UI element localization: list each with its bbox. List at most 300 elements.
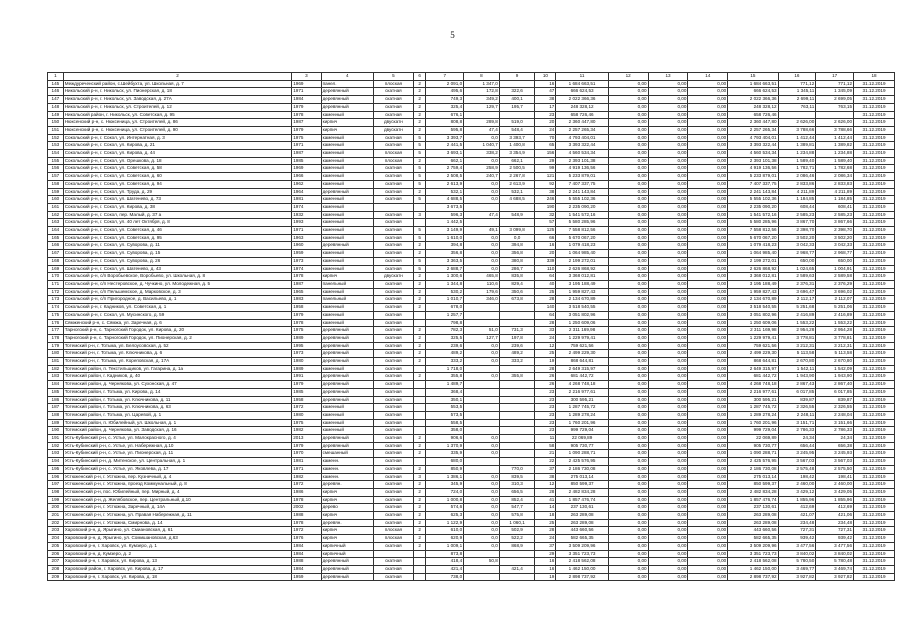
table-cell: 0,00 xyxy=(648,257,688,265)
table-cell: 0,00 xyxy=(608,134,648,142)
table-cell: 209 xyxy=(48,573,64,581)
table-cell: 0,00 xyxy=(648,111,688,119)
table-cell: скатная xyxy=(373,296,413,304)
table-cell: скатная xyxy=(373,142,413,150)
table-cell: скатная xyxy=(373,573,413,581)
table-cell: 2 xyxy=(413,535,426,543)
table-cell: 22 xyxy=(535,458,556,466)
table-cell: 1 229 979,41 xyxy=(728,334,778,342)
table-cell: деревянный xyxy=(321,373,373,381)
table-cell: 0,00 xyxy=(648,558,688,566)
table-cell: 356,8 xyxy=(426,250,464,258)
table-cell: 7 558 812,56 xyxy=(728,227,778,235)
table-cell: 532,1 xyxy=(426,188,464,196)
table-cell: 4 919 136,56 xyxy=(728,165,778,173)
table-cell: 1982 xyxy=(292,473,321,481)
table-cell: 3 042,33 xyxy=(816,242,854,250)
table-cell: 759 621,56 xyxy=(728,342,778,350)
table-cell: 31.12.2019 xyxy=(854,157,895,165)
table-cell: 197 xyxy=(48,481,64,489)
table-cell: 0,00 xyxy=(688,358,728,366)
table-cell: 11 xyxy=(535,435,556,443)
table-cell: 0,00 xyxy=(648,250,688,258)
table-cell: 20 xyxy=(535,250,556,258)
table-cell: 31.12.2019 xyxy=(854,180,895,188)
table-cell: 0,00 xyxy=(688,150,728,158)
table-cell: 2 xyxy=(413,527,426,535)
table-cell: 4 xyxy=(321,73,373,81)
table-cell xyxy=(499,404,535,412)
table-cell: 28 xyxy=(535,296,556,304)
table-cell: 2 416,89 xyxy=(816,311,854,319)
table-row xyxy=(48,481,895,489)
table-cell: 2 235 090,20 xyxy=(556,203,608,211)
table-cell: 0,00 xyxy=(688,342,728,350)
table-cell: 0,00 xyxy=(648,334,688,342)
table-cell: 2 867,43 xyxy=(778,381,816,389)
table-cell: 0,0 xyxy=(464,188,500,196)
table-cell: 205 xyxy=(48,542,64,550)
table-cell: 31.12.2019 xyxy=(854,165,895,173)
table-cell: 23 xyxy=(535,388,556,396)
table-row xyxy=(48,334,895,342)
table-cell: 0,00 xyxy=(648,203,688,211)
table-row xyxy=(48,365,895,373)
table-cell: 198 xyxy=(48,488,64,496)
table-cell: 465,8 xyxy=(464,273,500,281)
table-cell: 31.12.2019 xyxy=(854,458,895,466)
table-cell: 1989 xyxy=(292,334,321,342)
table-cell: смешанный xyxy=(321,450,373,458)
table-cell: 3 502,20 xyxy=(816,234,854,242)
table-cell: 1964 xyxy=(292,188,321,196)
table-row xyxy=(48,242,895,250)
table-cell: 443 660,56 xyxy=(556,527,608,535)
table-cell: 0,00 xyxy=(688,280,728,288)
table-cell: 0,00 xyxy=(608,450,648,458)
table-cell: 127,7 xyxy=(464,334,500,342)
table-cell: 170 xyxy=(48,273,64,281)
table-cell: 839,87 xyxy=(778,396,816,404)
table-cell: Сокольский р-н, г. Сокол, ул. Мусинского, д. 59 xyxy=(63,311,292,319)
table-cell: 3 429,12 xyxy=(778,488,816,496)
table-cell: 286,7 xyxy=(499,265,535,273)
table-cell: 2 199 272,01 xyxy=(556,257,608,265)
table-cell: 31.12.2019 xyxy=(854,481,895,489)
table-cell: Сокольский р-н, с/п Нестеровское, д. Чучкино, ул. Молодежная, д. 5 xyxy=(63,280,292,288)
table-cell: 502,9 xyxy=(499,527,535,535)
table-cell: 350,1 xyxy=(426,396,464,404)
table-row xyxy=(48,203,895,211)
table-cell: 835,8 xyxy=(499,273,535,281)
table-cell: 2 xyxy=(413,342,426,350)
table-cell xyxy=(413,411,426,419)
table-cell: 31.12.2019 xyxy=(854,473,895,481)
table-cell: 3 509 209,96 xyxy=(556,542,608,550)
table-cell: 189 xyxy=(48,419,64,427)
table-cell: 2 xyxy=(413,519,426,527)
table-cell: скатная xyxy=(373,558,413,566)
table-cell: 1984 xyxy=(292,542,321,550)
table-cell: 0,00 xyxy=(648,88,688,96)
table-cell: 156 xyxy=(535,150,556,158)
table-cell: Харовский р-н, г. Харовск, ул. Кумзеро, д. 1 xyxy=(63,542,292,550)
table-cell: 1 462 150,00 xyxy=(728,566,778,574)
table-cell: 1 064 985,40 xyxy=(556,250,608,258)
table-cell: 156 xyxy=(48,165,64,173)
table-cell: деревянный xyxy=(321,327,373,335)
table-cell xyxy=(778,111,816,119)
table-cell: 70 xyxy=(535,134,556,142)
table-cell: 0,00 xyxy=(608,288,648,296)
table-cell: 2 xyxy=(413,296,426,304)
table-cell: 310,3 xyxy=(499,481,535,489)
table-cell: 0,00 xyxy=(688,419,728,427)
table-cell: 0,0 xyxy=(464,373,500,381)
table-cell: 0,00 xyxy=(608,311,648,319)
table-cell: каменный xyxy=(321,257,373,265)
table-cell xyxy=(413,404,426,412)
table-cell: 905 730,77 xyxy=(728,442,778,450)
table-cell: 0,0 xyxy=(464,342,500,350)
table-cell xyxy=(464,365,500,373)
table-cell: 1972 xyxy=(292,527,321,535)
table-cell: 680,0 xyxy=(426,458,464,466)
table-cell: 678,0 xyxy=(426,304,464,312)
table-cell: 31.12.2019 xyxy=(854,196,895,204)
table-cell: 0,00 xyxy=(608,566,648,574)
table-cell: каменный xyxy=(321,304,373,312)
table-cell: 2 670,80 xyxy=(778,358,816,366)
table-cell: скатная xyxy=(373,427,413,435)
table-cell: 0,00 xyxy=(648,419,688,427)
table-cell: 2 112,07 xyxy=(816,296,854,304)
table-cell: 300 595,21 xyxy=(556,396,608,404)
table-cell: деревянный xyxy=(321,381,373,389)
table-cell: 558,5 xyxy=(426,419,464,427)
table-cell: 0,00 xyxy=(688,142,728,150)
table-cell: 191 xyxy=(48,435,64,443)
table-cell: 0,00 xyxy=(608,96,648,104)
table-cell: 1 004,91 xyxy=(816,265,854,273)
table-cell: 852,4 xyxy=(499,496,535,504)
table-cell xyxy=(464,388,500,396)
table-cell: 0,00 xyxy=(688,203,728,211)
table-cell: 0,00 xyxy=(648,157,688,165)
table-cell: 1 386,1 xyxy=(426,473,464,481)
table-cell: 0,00 xyxy=(688,311,728,319)
table-cell: 0,00 xyxy=(688,442,728,450)
table-cell: Устюженский р-н, пос. Юбилейный, пер. Мирный, д. 4 xyxy=(63,488,292,496)
table-cell: 1 024,65 xyxy=(778,265,816,273)
table-cell: скатная xyxy=(373,411,413,419)
table-cell: двускатн xyxy=(373,126,413,134)
table-cell: 1 857 476,74 xyxy=(556,496,608,504)
table-cell: 1974 xyxy=(292,203,321,211)
table-cell: 0,00 xyxy=(688,427,728,435)
table-cell: 5 xyxy=(413,150,426,158)
table-cell: 4 560 534,34 xyxy=(556,150,608,158)
table-cell: скатная xyxy=(373,442,413,450)
table-cell: 1979 xyxy=(292,381,321,389)
table-cell: 2 xyxy=(413,126,426,134)
table-cell: 0,00 xyxy=(608,527,648,535)
table-cell: 31.12.2019 xyxy=(854,427,895,435)
table-cell: 1 857 476,74 xyxy=(728,496,778,504)
table-cell: 248 328,12 xyxy=(556,103,608,111)
table-cell: скатная xyxy=(373,381,413,389)
table-cell: 186 xyxy=(48,396,64,404)
table-cell: 1 610,0 xyxy=(426,234,464,242)
table-row xyxy=(48,319,895,327)
table-cell: 0,00 xyxy=(608,419,648,427)
table-cell: 808,8 xyxy=(426,119,464,127)
table-cell: 0,00 xyxy=(608,550,648,558)
table-cell: скатная xyxy=(373,396,413,404)
table-cell: 727,31 xyxy=(816,527,854,535)
table-cell: скатная xyxy=(373,504,413,512)
table-cell: каменный xyxy=(321,319,373,327)
table-cell: 2 241 143,84 xyxy=(556,188,608,196)
table-cell: 0,00 xyxy=(688,103,728,111)
table-cell: 182 xyxy=(48,365,64,373)
table-cell: деревянный xyxy=(321,96,373,104)
table-cell: 5 555 102,36 xyxy=(556,196,608,204)
table-cell: деревянный xyxy=(321,103,373,111)
table-cell: 658 726,46 xyxy=(556,111,608,119)
table-cell: 3 778,81 xyxy=(778,334,816,342)
table-cell: 574,6 xyxy=(426,504,464,512)
table-cell: деревян. xyxy=(321,481,373,489)
table-cell: 19 xyxy=(535,573,556,581)
table-cell: 31.12.2019 xyxy=(854,319,895,327)
table-cell: 495,6 xyxy=(426,88,464,96)
table-cell: 0,00 xyxy=(648,481,688,489)
table-cell: 2 833,86 xyxy=(778,180,816,188)
table-cell: 0,00 xyxy=(648,427,688,435)
table-cell: 1 389,81 xyxy=(778,142,816,150)
table-cell: 2 613,9 xyxy=(426,180,464,188)
table-cell: 4 688,5 xyxy=(499,196,535,204)
table-cell: 0,00 xyxy=(608,304,648,312)
table-cell: 5 113,58 xyxy=(816,350,854,358)
table-cell xyxy=(464,573,500,581)
table-cell: 1980 xyxy=(292,411,321,419)
table-cell: 1971 xyxy=(292,142,321,150)
table-cell: 3 099,8 xyxy=(499,227,535,235)
table-cell: 3 xyxy=(413,473,426,481)
table-cell: 0,0 xyxy=(464,450,500,458)
table-row xyxy=(48,450,895,458)
table-cell: 31.12.2019 xyxy=(854,150,895,158)
table-cell: плоская xyxy=(373,157,413,165)
table-cell: 24 xyxy=(535,535,556,543)
table-cell: скатная xyxy=(373,419,413,427)
table-cell: 204 xyxy=(48,535,64,543)
table-cell: 1971 xyxy=(292,227,321,235)
table-cell: 31.12.2019 xyxy=(854,488,895,496)
table-cell: 0,00 xyxy=(608,203,648,211)
table-cell: 3 509 209,96 xyxy=(728,542,778,550)
table-cell: 0,00 xyxy=(608,173,648,181)
table-cell: 0,00 xyxy=(688,257,728,265)
table-cell: 0,00 xyxy=(688,558,728,566)
table-cell: 573,5 xyxy=(426,411,464,419)
table-cell: Усть-Кубинский р-н, с. Устье, ул. Яковлева, д. 17 xyxy=(63,465,292,473)
table-cell: 99 xyxy=(535,165,556,173)
table-cell: 31.12.2019 xyxy=(854,327,895,335)
table-cell xyxy=(499,396,535,404)
table-cell: 0,00 xyxy=(648,396,688,404)
table-cell: 1 122,9 xyxy=(426,519,464,527)
table-cell: скатная xyxy=(373,512,413,520)
table-cell: Сокольский р-н, г. Сокол, ул. Советская, д. 58 xyxy=(63,165,292,173)
table-cell: 2 022 366,36 xyxy=(556,96,608,104)
table-cell: 0,00 xyxy=(648,234,688,242)
table-cell: двускатн xyxy=(373,273,413,281)
table-cell: 0,00 xyxy=(688,111,728,119)
table-cell: скатная xyxy=(373,319,413,327)
table-cell: скатная xyxy=(373,311,413,319)
table-cell: 0,00 xyxy=(648,566,688,574)
table-cell: 0,00 xyxy=(608,442,648,450)
table-cell: 92 xyxy=(535,180,556,188)
table-cell: Сокольский р-н, г. Сокол, ул. Советская, д. 46 xyxy=(63,227,292,235)
table-cell: 188 xyxy=(48,411,64,419)
table-cell: кирпич xyxy=(321,535,373,543)
table-cell: 0,00 xyxy=(648,196,688,204)
table-cell: 1 090 288,71 xyxy=(728,450,778,458)
table-cell: 0,00 xyxy=(608,435,648,443)
table-cell: 3 840,02 xyxy=(778,550,816,558)
table-cell: 400,1 xyxy=(499,96,535,104)
table-cell: скатная xyxy=(373,473,413,481)
table-cell: Усть-Кубинский р-н, с. Устье, ул. Набережная, д.10 xyxy=(63,442,292,450)
table-cell: 19 xyxy=(535,358,556,366)
table-cell: Тотемский район, г. Тотьма, ул. Ключникова, д. 11 xyxy=(63,396,292,404)
table-cell: 1 010,7 xyxy=(426,296,464,304)
table-cell: 1 589,40 xyxy=(778,157,816,165)
table-cell: Устюженский р-н, г. Устюжна, пер. Кузнечный, д. 4 xyxy=(63,473,292,481)
table-cell: 263 289,08 xyxy=(556,512,608,520)
table-cell: 2 xyxy=(413,334,426,342)
table-row xyxy=(48,88,895,96)
table-cell: 0,0 xyxy=(464,180,500,188)
table-cell: 7 407 337,75 xyxy=(728,180,778,188)
table-cell: 1 287 745,72 xyxy=(556,404,608,412)
table-cell: 31.12.2019 xyxy=(854,126,895,134)
table-cell: 0,00 xyxy=(688,504,728,512)
table-cell: 2 954,28 xyxy=(778,327,816,335)
table-cell: Устюженский р-н, д. Желябовское, пер. Центральный, д.10 xyxy=(63,496,292,504)
table-cell: 0,00 xyxy=(688,273,728,281)
table-cell: Тотемский р-н, г. Тотьма, ул. Ключникова, д. 6 xyxy=(63,350,292,358)
table-row xyxy=(48,196,895,204)
table-cell: 939,42 xyxy=(816,535,854,543)
table-cell xyxy=(499,458,535,466)
table-cell: 0,0 xyxy=(464,527,500,535)
table-row xyxy=(48,150,895,158)
table-cell: 50,8 xyxy=(464,558,500,566)
table-cell: 4 793 404,01 xyxy=(728,134,778,142)
table-cell: 193 xyxy=(48,450,64,458)
table-row xyxy=(48,188,895,196)
table-cell: 0,0 xyxy=(464,242,500,250)
table-cell: 1 090 288,71 xyxy=(556,450,608,458)
table-cell xyxy=(499,450,535,458)
table-cell: 4 211,89 xyxy=(778,188,816,196)
table-row xyxy=(48,111,895,119)
table-cell: 771,12 xyxy=(816,80,854,88)
table-cell: 0,00 xyxy=(608,388,648,396)
table-cell: 16 xyxy=(535,558,556,566)
table-cell: 0,00 xyxy=(688,80,728,88)
table-cell: 2 xyxy=(413,80,426,88)
table-cell: 681 442,72 xyxy=(728,373,778,381)
table-cell: 738,0 xyxy=(426,573,464,581)
table-cell: 625,3 xyxy=(426,512,464,520)
table-cell: 1995 xyxy=(292,342,321,350)
table-cell: 0,00 xyxy=(608,111,648,119)
table-cell: 2 649 315,97 xyxy=(728,365,778,373)
table-cell: 349,2 xyxy=(464,96,500,104)
table-cell: 0,00 xyxy=(648,519,688,527)
table-cell: 31.12.2019 xyxy=(854,535,895,543)
table-cell: 197,8 xyxy=(499,334,535,342)
table-cell: 1972 xyxy=(292,404,321,412)
table-cell: 31.12.2019 xyxy=(854,211,895,219)
table-cell: 275 013,14 xyxy=(556,473,608,481)
table-cell: каменный xyxy=(321,288,373,296)
table-cell: 0,00 xyxy=(688,404,728,412)
table-cell: 5 555 102,36 xyxy=(728,196,778,204)
table-cell: 0,00 xyxy=(608,273,648,281)
table-cell: 234,48 xyxy=(816,519,854,527)
table-cell: 412,69 xyxy=(816,504,854,512)
table-cell: 0,00 xyxy=(688,381,728,389)
table-cell: скатная xyxy=(373,450,413,458)
table-cell: Сямженский р-н, с. Сямжа, ул. Заречная, д. 6 xyxy=(63,319,292,327)
table-cell: 12 xyxy=(608,73,648,81)
table-row xyxy=(48,311,895,319)
table-cell: 763,11 xyxy=(778,103,816,111)
table-row xyxy=(48,373,895,381)
table-cell: 666 624,53 xyxy=(556,88,608,96)
table-cell: скатная xyxy=(373,280,413,288)
table-cell xyxy=(413,566,426,574)
table-cell: 1 760 201,96 xyxy=(728,419,778,427)
table-cell: Междуреченский район, с.Шейбухта, ул. Школьная, д. 7 xyxy=(63,80,292,88)
table-cell: 5 xyxy=(413,180,426,188)
table-cell: 2 699,11 xyxy=(778,96,816,104)
table-cell: 1958 xyxy=(292,304,321,312)
table-cell: 1981 xyxy=(292,458,321,466)
table-cell: 3 xyxy=(413,211,426,219)
table-cell: 1962 xyxy=(292,180,321,188)
table-cell: 1975 xyxy=(292,419,321,427)
table-cell: деревян. xyxy=(321,519,373,527)
table-cell: скатная xyxy=(373,265,413,273)
table-cell: кирпич xyxy=(321,273,373,281)
table-cell: деревянный xyxy=(321,558,373,566)
table-cell: 0,00 xyxy=(608,411,648,419)
table-cell: 873,8 xyxy=(426,550,464,558)
table-cell xyxy=(413,319,426,327)
table-cell: 148 xyxy=(48,103,64,111)
table-cell: 172 xyxy=(48,288,64,296)
table-cell: 1 855,96 xyxy=(816,496,854,504)
table-cell: 1979 xyxy=(292,103,321,111)
